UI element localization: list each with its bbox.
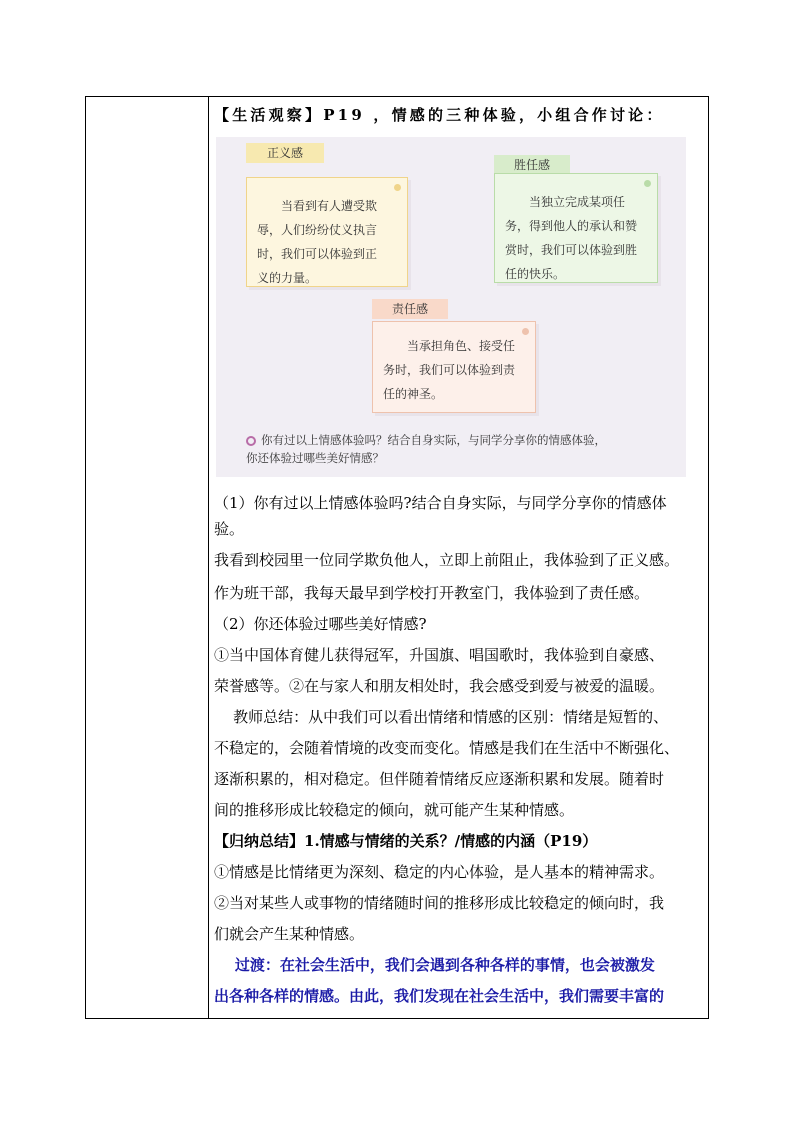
body-line: （2）你还体验过哪些美好情感? — [214, 615, 427, 633]
body-line: 作为班干部，我每天最早到学校打开教室门，我体验到了责任感。 — [214, 584, 650, 602]
lesson-table — [85, 96, 709, 1019]
card-line: 务时，我们可以体验到责 — [383, 363, 516, 377]
card-line: 当看到有人遭受欺 — [281, 199, 378, 213]
competence-card — [494, 173, 658, 283]
card-line: 时，我们可以体验到正 — [257, 247, 378, 261]
discussion-note — [246, 431, 606, 467]
bullet-ring-icon — [246, 436, 256, 446]
body-line: 逐渐积累的，相对稳定。但伴随着情绪反应逐渐积累和发展。随着时 — [214, 770, 665, 788]
note-line: 你有过以上情感体验吗？结合自身实际，与同学分享你的情感体验， — [261, 433, 606, 447]
body-line: （1）你有过以上情感体验吗?结合自身实际，与同学分享你的情感体 — [214, 494, 667, 512]
card-line: 任的神圣。 — [383, 387, 444, 401]
body-line: 荣誉感等。②在与家人和朋友相处时，我会感受到爱与被爱的温暖。 — [214, 677, 665, 695]
transition-line: 出各种各样的情感。由此，我们发现在社会生活中，我们需要丰富的 — [214, 987, 665, 1005]
corner-dot-icon — [644, 180, 651, 187]
card-line: 当独立完成某项任 — [529, 195, 626, 209]
summary-line: 们就会产生某种情感。 — [214, 925, 365, 943]
body-line: 不稳定的，会随着情境的改变而变化。情感是我们在生活中不断强化、 — [214, 739, 680, 757]
body-line: ①当中国体育健儿获得冠军，升国旗、唱国歌时，我体验到自豪感、 — [214, 646, 665, 664]
summary-line: ②当对某些人或事物的情绪随时间的推移形成比较稳定的倾向时，我 — [214, 894, 665, 912]
column-divider — [208, 97, 209, 1018]
body-line: 我看到校园里一位同学欺负他人，立即上前阻止，我体验到了正义感。 — [214, 551, 680, 569]
body-line: 间的推移形成比较稳定的倾向，就可能产生某种情感。 — [214, 801, 575, 819]
justice-card — [246, 177, 408, 287]
card-line: 义的力量。 — [257, 271, 318, 285]
card-line: 务，得到他人的承认和赞 — [505, 219, 638, 233]
summary-title: 【归纳总结】1.情感与情绪的关系？/情感的内涵（P19） — [214, 832, 598, 850]
body-line: 教师总结：从中我们可以看出情绪和情感的区别：情绪是短暂的、 — [214, 708, 669, 726]
note-line: 你还体验过哪些美好情感？ — [246, 451, 384, 465]
responsibility-card — [372, 321, 536, 413]
corner-dot-icon — [522, 328, 529, 335]
textbook-figure — [216, 137, 686, 477]
responsibility-tag: 责任感 — [372, 299, 448, 319]
body-line: 验。 — [214, 520, 245, 538]
transition-line: 过渡：在社会生活中，我们会遇到各种各样的事情，也会被激发 — [214, 956, 655, 974]
section-heading: 【生活观察】P19 ，情感的三种体验，小组合作讨论： — [214, 106, 665, 124]
card-line: 辱，人们纷纷仗义执言 — [257, 223, 378, 237]
card-line: 赏时，我们可以体验到胜 — [505, 243, 638, 257]
corner-dot-icon — [394, 184, 401, 191]
summary-line: ①情感是比情绪更为深刻、稳定的内心体验，是人基本的精神需求。 — [214, 863, 665, 881]
card-line: 当承担角色、接受任 — [407, 339, 516, 353]
card-line: 任的快乐。 — [505, 267, 566, 281]
competence-tag: 胜任感 — [494, 155, 570, 175]
justice-tag: 正义感 — [246, 143, 324, 163]
